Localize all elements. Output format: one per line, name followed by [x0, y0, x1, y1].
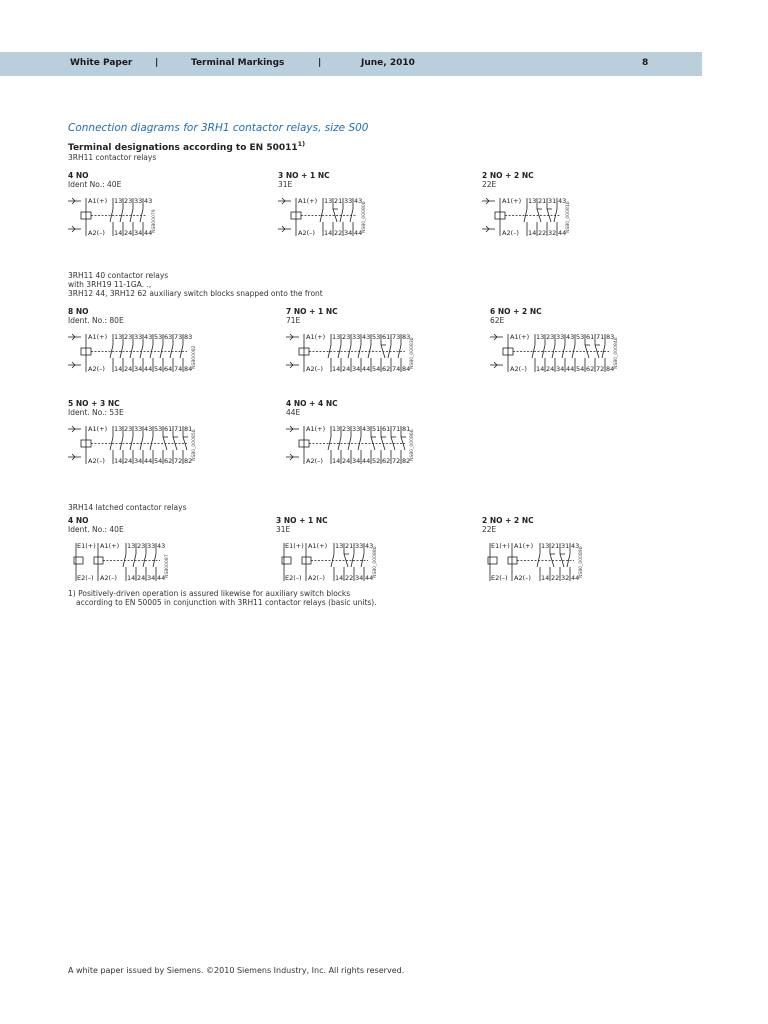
terminal-label: 44 [362, 457, 371, 465]
latch-bottom-label: E2(–) [491, 574, 508, 582]
terminal-label: 23 [124, 333, 133, 341]
terminal-label: 63 [164, 333, 173, 341]
diagram-code: NSB0_00083b [410, 337, 415, 369]
footnote-line [68, 589, 377, 598]
coil-bottom-label: A2(–) [502, 229, 519, 237]
terminal-label: 82 [184, 457, 193, 465]
terminal-label: 14 [127, 574, 136, 582]
terminal-label: 62 [164, 457, 173, 465]
latch-coil-symbol [74, 557, 83, 564]
terminal-label: 22 [345, 574, 354, 582]
block-heading: 3 NO + 1 NC [276, 516, 328, 525]
diagram-block [490, 307, 680, 375]
terminal-label: 62 [586, 365, 595, 373]
block-ident: 44E [286, 408, 301, 417]
wiring-diagram [68, 331, 258, 375]
diagram-block [278, 171, 428, 239]
terminal-label: 34 [352, 457, 361, 465]
terminal-label: 24 [124, 457, 133, 465]
latch-coil-symbol [488, 557, 497, 564]
coil-bottom-label: A2(–) [308, 574, 325, 582]
terminal-label: 14 [528, 229, 537, 237]
terminal-label: 24 [124, 365, 133, 373]
block-ident: Ident. No.: 80E [68, 316, 124, 325]
terminal-label: 21 [345, 542, 354, 550]
terminal-label: 14 [332, 365, 341, 373]
diagram-block [68, 516, 218, 584]
footnote-ref: 1) [297, 140, 306, 148]
latch-bottom-label: E2(–) [77, 574, 94, 582]
terminal-label: 43 [365, 542, 374, 550]
terminal-label: 31 [561, 542, 570, 550]
diagram-code: NSB00079 [152, 209, 157, 233]
terminal-label: 14 [332, 457, 341, 465]
terminal-label: 24 [546, 365, 555, 373]
terminal-label: 13 [114, 197, 123, 205]
terminal-label: 13 [127, 542, 136, 550]
terminal-label: 44 [365, 574, 374, 582]
terminal-label: 33 [352, 425, 361, 433]
terminal-label: 23 [546, 333, 555, 341]
diagram-block [482, 171, 632, 239]
terminal-label: 83 [606, 333, 615, 341]
terminal-label: 33 [134, 425, 143, 433]
no-contact [572, 345, 575, 358]
terminal-label: 43 [362, 425, 371, 433]
coil-bottom-label: A2(–) [88, 229, 105, 237]
block-heading: 8 NO [68, 307, 89, 316]
diagram-code: NSB0_00080b [362, 201, 367, 233]
nc-contact [371, 437, 375, 450]
wiring-diagram [68, 423, 258, 467]
block-heading: 4 NO [68, 516, 89, 525]
latch-top-label: E1(+) [77, 542, 96, 550]
diagram-code: NSB0_00088b [373, 546, 378, 578]
terminal-label: 21 [538, 197, 547, 205]
block-ident: 22E [482, 525, 497, 534]
no-contact [150, 437, 153, 450]
diagram-code: NSB0_00081b [566, 201, 571, 233]
terminal-label: 34 [147, 574, 156, 582]
lead-arrow [72, 426, 75, 460]
diagram-code: NSB00082 [192, 345, 197, 369]
coil-bottom-label: A2(–) [298, 229, 315, 237]
coil-top-label: A1(+) [88, 425, 108, 433]
wiring-diagram [286, 331, 476, 375]
terminal-label: 44 [144, 229, 153, 237]
block-heading: 2 NO + 2 NC [482, 171, 534, 180]
coil-top-label: A1(+) [298, 197, 318, 205]
diagram-block [68, 399, 258, 467]
terminal-label: 33 [134, 197, 143, 205]
coil-symbol [94, 557, 103, 564]
page-footer: A white paper issued by Siemens. ©2010 Siemens Industry, Inc. All rights reserved. [68, 966, 405, 975]
terminal-label: 13 [536, 333, 545, 341]
terminal-label: 31 [548, 197, 557, 205]
block-ident: Ident No.: 40E [68, 180, 122, 189]
block-heading: 3 NO + 1 NC [278, 171, 330, 180]
coil-top-label: A1(+) [308, 542, 328, 550]
terminal-label: 72 [174, 457, 183, 465]
header-doc-type: White Paper [70, 58, 133, 68]
diagram-code: NSB0_00085b [192, 429, 197, 461]
terminal-label: 44 [354, 229, 363, 237]
coil-top-label: A1(+) [88, 197, 108, 205]
lead-arrow [494, 334, 497, 368]
coil-top-label: A1(+) [88, 333, 108, 341]
terminal-label: 43 [354, 197, 363, 205]
terminal-label: 64 [164, 365, 173, 373]
terminal-label: 72 [596, 365, 605, 373]
terminal-label: 13 [114, 333, 123, 341]
coil-top-label: A1(+) [502, 197, 522, 205]
terminal-label: 34 [134, 457, 143, 465]
terminal-label: 13 [332, 333, 341, 341]
terminal-label: 54 [154, 365, 163, 373]
section-note: 3RH11 contactor relays [68, 153, 157, 162]
terminal-label: 21 [551, 542, 560, 550]
coil-top-label: A1(+) [510, 333, 530, 341]
block-ident: 62E [490, 316, 505, 325]
wiring-diagram [68, 540, 218, 584]
terminal-label: 43 [144, 197, 153, 205]
diagram-block [286, 399, 476, 467]
terminal-label: 44 [566, 365, 575, 373]
coil-symbol [302, 557, 311, 564]
terminal-label: 43 [144, 333, 153, 341]
footnote-marker: 1) [68, 589, 76, 598]
terminal-label: 81 [402, 425, 411, 433]
terminal-label: 61 [382, 425, 391, 433]
latch-bottom-label: E2(–) [285, 574, 302, 582]
block-heading: 6 NO + 2 NC [490, 307, 542, 316]
terminal-label: 34 [134, 229, 143, 237]
coil-bottom-label: A2(–) [510, 365, 527, 373]
terminal-label: 14 [536, 365, 545, 373]
wiring-diagram [276, 540, 426, 584]
terminal-label: 14 [541, 574, 550, 582]
wiring-diagram [278, 195, 428, 239]
terminal-label: 23 [342, 333, 351, 341]
terminal-label: 23 [137, 542, 146, 550]
block-ident: Ident. No.: 40E [68, 525, 124, 534]
no-contact [150, 345, 153, 358]
terminal-label: 14 [324, 229, 333, 237]
terminal-label: 71 [174, 425, 183, 433]
wiring-diagram [490, 331, 680, 375]
terminal-label: 13 [335, 542, 344, 550]
footnote [68, 589, 377, 607]
terminal-label: 34 [352, 365, 361, 373]
terminal-label: 23 [124, 425, 133, 433]
coil-top-label: A1(+) [306, 333, 326, 341]
terminal-label: 14 [114, 365, 123, 373]
terminal-label: 43 [558, 197, 567, 205]
terminal-label: 62 [382, 457, 391, 465]
page-header [0, 52, 702, 76]
section-note [68, 271, 323, 298]
section-note-line: 3RH12 44, 3RH12 62 auxiliary switch blocks snapped onto the front [68, 289, 323, 298]
lead-arrow [282, 198, 285, 232]
terminal-label: 32 [561, 574, 570, 582]
terminal-label: 71 [392, 425, 401, 433]
terminal-label: 74 [392, 365, 401, 373]
terminal-label: 44 [144, 457, 153, 465]
wiring-diagram [68, 195, 218, 239]
lead-arrow [72, 334, 75, 368]
terminal-label: 24 [342, 365, 351, 373]
wiring-diagram [482, 195, 632, 239]
block-heading: 2 NO + 2 NC [482, 516, 534, 525]
terminal-label: 34 [134, 365, 143, 373]
terminal-label: 22 [551, 574, 560, 582]
terminal-label: 33 [355, 542, 364, 550]
terminal-label: 44 [571, 574, 580, 582]
terminal-label: 44 [157, 574, 166, 582]
terminal-label: 33 [147, 542, 156, 550]
no-contact [368, 345, 371, 358]
terminal-label: 24 [342, 457, 351, 465]
terminal-label: 52 [372, 457, 381, 465]
terminal-label: 33 [344, 197, 353, 205]
section-subtitle [68, 140, 305, 153]
terminal-label: 34 [344, 229, 353, 237]
terminal-label: 21 [334, 197, 343, 205]
section-note-line: with 3RH19 11-1GA. ., [68, 280, 152, 289]
terminal-label: 32 [548, 229, 557, 237]
terminal-label: 74 [174, 365, 183, 373]
terminal-label: 33 [556, 333, 565, 341]
terminal-label: 34 [355, 574, 364, 582]
terminal-label: 84 [402, 365, 411, 373]
coil-bottom-label: A2(–) [306, 365, 323, 373]
latch-top-label: E1(+) [285, 542, 304, 550]
header-separator: | [155, 58, 159, 68]
block-ident: 22E [482, 180, 497, 189]
terminal-label: 14 [114, 229, 123, 237]
terminal-label: 13 [324, 197, 333, 205]
coil-bottom-label: A2(–) [88, 365, 105, 373]
terminal-label: 43 [571, 542, 580, 550]
terminal-label: 22 [334, 229, 343, 237]
block-ident: 31E [278, 180, 293, 189]
block-heading: 7 NO + 1 NC [286, 307, 338, 316]
terminal-label: 33 [134, 333, 143, 341]
header-separator: | [318, 58, 322, 68]
coil-symbol [508, 557, 517, 564]
header-date: June, 2010 [361, 58, 415, 68]
terminal-label: 84 [184, 365, 193, 373]
terminal-label: 24 [124, 229, 133, 237]
diagram-code: NSB0_00086b [410, 429, 415, 461]
terminal-label: 54 [576, 365, 585, 373]
terminal-label: 71 [596, 333, 605, 341]
terminal-label: 34 [556, 365, 565, 373]
terminal-label: 14 [114, 457, 123, 465]
coil-bottom-label: A2(–) [100, 574, 117, 582]
diagram-block [276, 516, 426, 584]
terminal-label: 43 [566, 333, 575, 341]
terminal-label: 73 [174, 333, 183, 341]
terminal-label: 13 [541, 542, 550, 550]
lead-arrow [290, 426, 293, 460]
terminal-label: 84 [606, 365, 615, 373]
diagram-code: NSB00087 [165, 554, 170, 578]
footnote-line: according to EN 50005 in conjunction with 3RH11 contactor relays (basic units). [76, 598, 377, 607]
coil-bottom-label: A2(–) [306, 457, 323, 465]
terminal-label: 24 [137, 574, 146, 582]
latch-top-label: E1(+) [491, 542, 510, 550]
page-title: Connection diagrams for 3RH1 contactor relays, size S00 [68, 122, 369, 134]
terminal-label: 81 [184, 425, 193, 433]
terminal-label: 13 [114, 425, 123, 433]
coil-top-label: A1(+) [306, 425, 326, 433]
block-heading: 4 NO + 4 NC [286, 399, 338, 408]
coil-bottom-label: A2(–) [88, 457, 105, 465]
wiring-diagram [286, 423, 476, 467]
terminal-label: 44 [558, 229, 567, 237]
header-topic: Terminal Markings [191, 58, 285, 68]
lead-arrow [290, 334, 293, 368]
footnote-text: Positively-driven operation is assured likewise for auxiliary switch blocks [78, 589, 351, 598]
coil-bottom-label: A2(–) [514, 574, 531, 582]
terminal-label: 54 [154, 457, 163, 465]
terminal-label: 61 [164, 425, 173, 433]
terminal-label: 13 [528, 197, 537, 205]
block-ident: 71E [286, 316, 301, 325]
block-heading: 4 NO [68, 171, 89, 180]
block-ident: Ident. No.: 53E [68, 408, 124, 417]
terminal-label: 23 [342, 425, 351, 433]
terminal-label: 53 [154, 425, 163, 433]
block-heading: 5 NO + 3 NC [68, 399, 120, 408]
diagram-code: NSB0_00084b [614, 337, 619, 369]
terminal-label: 82 [402, 457, 411, 465]
terminal-label: 61 [382, 333, 391, 341]
coil-top-label: A1(+) [514, 542, 534, 550]
coil-top-label: A1(+) [100, 542, 120, 550]
terminal-label: 44 [362, 365, 371, 373]
terminal-label: 44 [144, 365, 153, 373]
diagram-code: NSB0_00089b [579, 546, 584, 578]
terminal-label: 43 [157, 542, 166, 550]
terminal-label: 73 [392, 333, 401, 341]
terminal-label: 13 [332, 425, 341, 433]
terminal-label: 53 [372, 333, 381, 341]
section-note: 3RH14 latched contactor relays [68, 503, 187, 512]
terminal-label: 83 [402, 333, 411, 341]
terminal-label: 62 [382, 365, 391, 373]
terminal-label: 43 [144, 425, 153, 433]
diagram-block [286, 307, 476, 375]
terminal-label: 22 [538, 229, 547, 237]
terminal-label: 43 [362, 333, 371, 341]
block-ident: 31E [276, 525, 291, 534]
terminal-label: 33 [352, 333, 361, 341]
section-note-line: 3RH11 40 contactor relays [68, 271, 169, 280]
terminal-label: 53 [576, 333, 585, 341]
terminal-label: 61 [586, 333, 595, 341]
terminal-label: 51 [372, 425, 381, 433]
wiring-diagram [482, 540, 632, 584]
terminal-label: 14 [335, 574, 344, 582]
header-page-number: 8 [642, 58, 649, 68]
diagram-block [68, 171, 218, 239]
lead-arrow [72, 198, 75, 232]
diagram-block [68, 307, 258, 375]
terminal-label: 53 [154, 333, 163, 341]
diagram-block [482, 516, 632, 584]
latch-coil-symbol [282, 557, 291, 564]
lead-arrow [486, 198, 489, 232]
terminal-label: 23 [124, 197, 133, 205]
subtitle-text: Terminal designations according to EN 50011 [68, 143, 298, 153]
terminal-label: 83 [184, 333, 193, 341]
terminal-label: 72 [392, 457, 401, 465]
terminal-label: 54 [372, 365, 381, 373]
